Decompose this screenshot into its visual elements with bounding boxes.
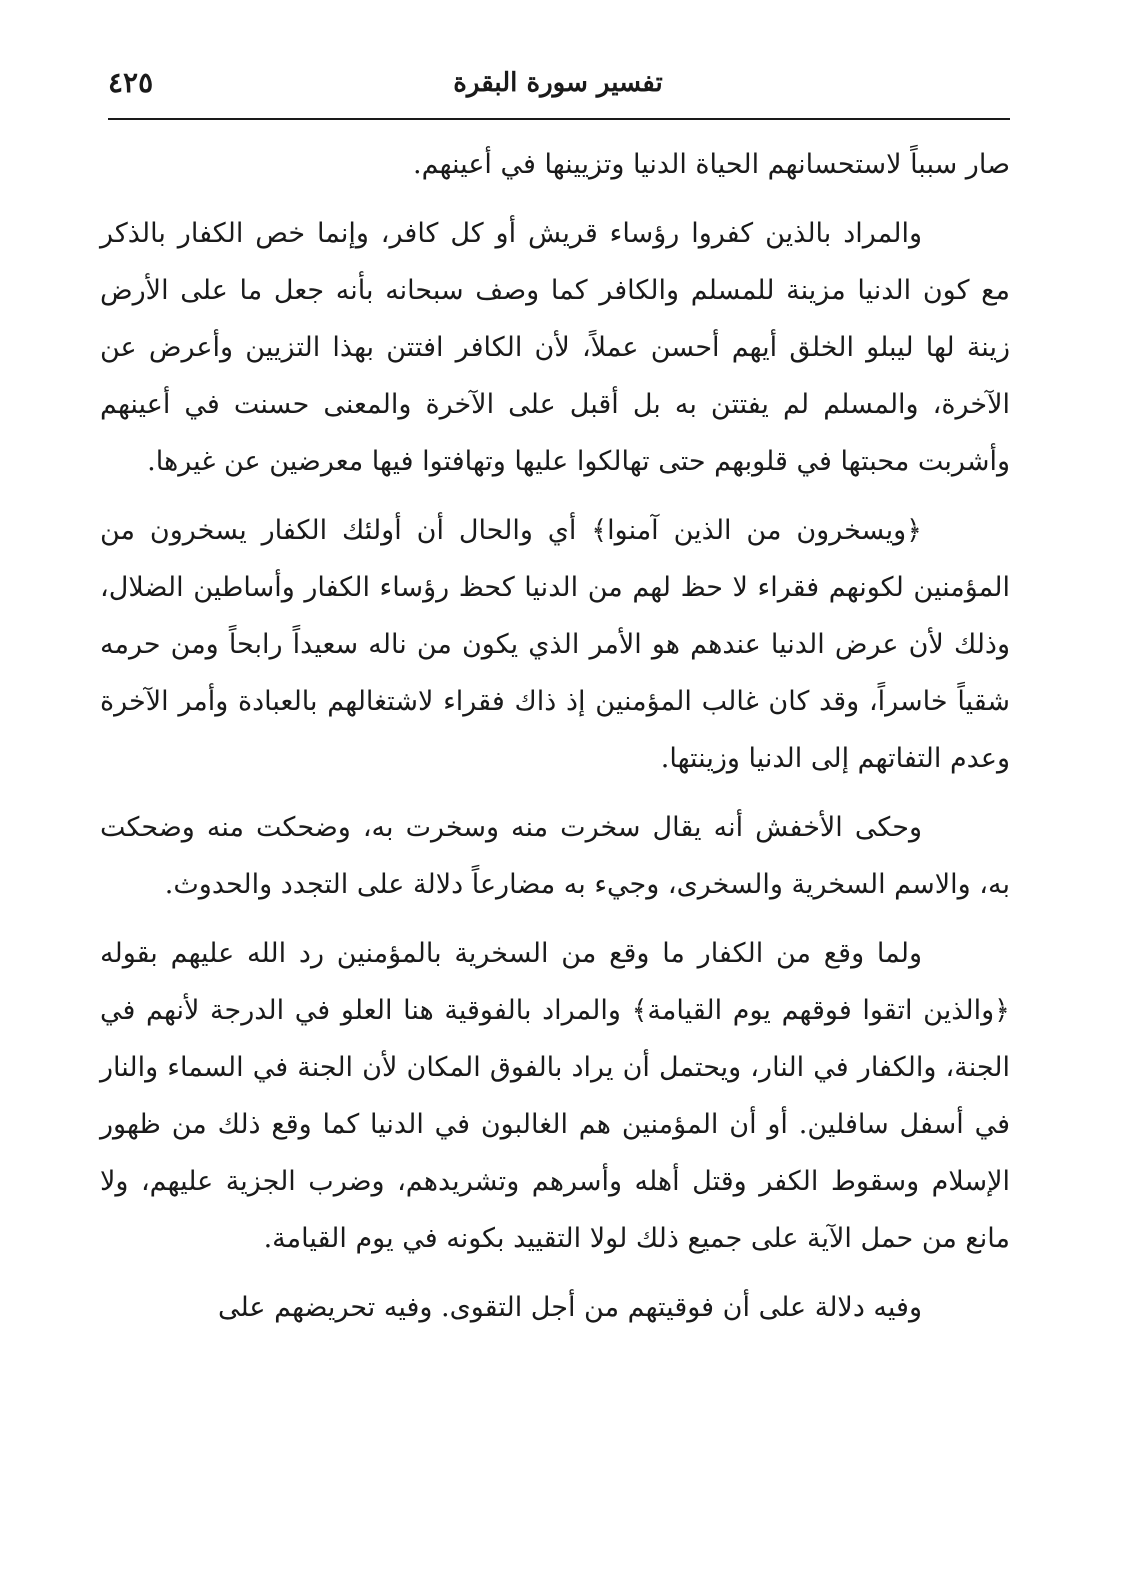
paragraph-2: والمراد بالذين كفروا رؤساء قريش أو كل كافر، وإنما خص الكفار بالذكر مع كون الدنيا مزينة للمسلم والكافر كما وصف سبحانه بأنه جعل ما على الأرض زينة لها ليبلو الخلق أيهم أحسن عملاً، لأن الكافر افتتن بهذا التزيين وأعرض عن الآخرة، والمسلم لم يفتتن به بل أقبل على الآخرة والمعنى حسنت في أعينهم وأشربت محبتها في قلوبهم حتى تهالكوا عليها وتهافتوا فيها معرضين عن غيرها. [100,218,1010,477]
header-rule [108,118,1010,120]
paragraph-5: ولما وقع من الكفار ما وقع من السخرية بالمؤمنين رد الله عليهم بقوله ﴿والذين اتقوا فوقهم يوم القيامة﴾ والمراد بالفوقية هنا العلو في الدرجة لأنهم في الجنة، والكفار في النار، ويحتمل أن يراد بالفوق المكان لأن الجنة في السماء والنار في أسفل سافلين. أو أن المؤمنين هم الغالبون في الدنيا كما وقع ذلك من ظهور الإسلام وسقوط الكفر وقتل أهله وأسرهم وتشريدهم، وضرب الجزية عليهم، ولا مانع من حمل الآية على جميع ذلك لولا التقييد بكونه في يوم القيامة. [100,938,1010,1254]
paragraph-4: وحكى الأخفش أنه يقال سخرت منه وسخرت به، وضحكت منه وضحكت به، والاسم السخرية والسخرى، وجيء به مضارعاً دلالة على التجدد والحدوث. [100,812,1010,900]
paragraph-1: صار سبباً لاستحسانهم الحياة الدنيا وتزيينها في أعينهم. [413,149,1010,180]
running-title: تفسير سورة البقرة [453,68,663,98]
page-number: ٤٢٥ [108,66,154,99]
paragraph-6: وفيه دلالة على أن فوقيتهم من أجل التقوى. وفيه تحريضهم على [217,1292,922,1323]
running-header [108,62,1008,110]
paragraph-3: ﴿ويسخرون من الذين آمنوا﴾ أي والحال أن أولئك الكفار يسخرون من المؤمنين لكونهم فقراء لا حظ لهم من الدنيا كحظ رؤساء الكفار وأساطين الضلال، وذلك لأن عرض الدنيا عندهم هو الأمر الذي يكون من ناله سعيداً رابحاً ومن حرمه شقياً خاسراً، وقد كان غالب المؤمنين إذ ذاك فقراء لاشتغالهم بالعبادة وأمر الآخرة وعدم التفاتهم إلى الدنيا وزينتها. [100,515,1010,774]
body-text [100,136,1010,1348]
